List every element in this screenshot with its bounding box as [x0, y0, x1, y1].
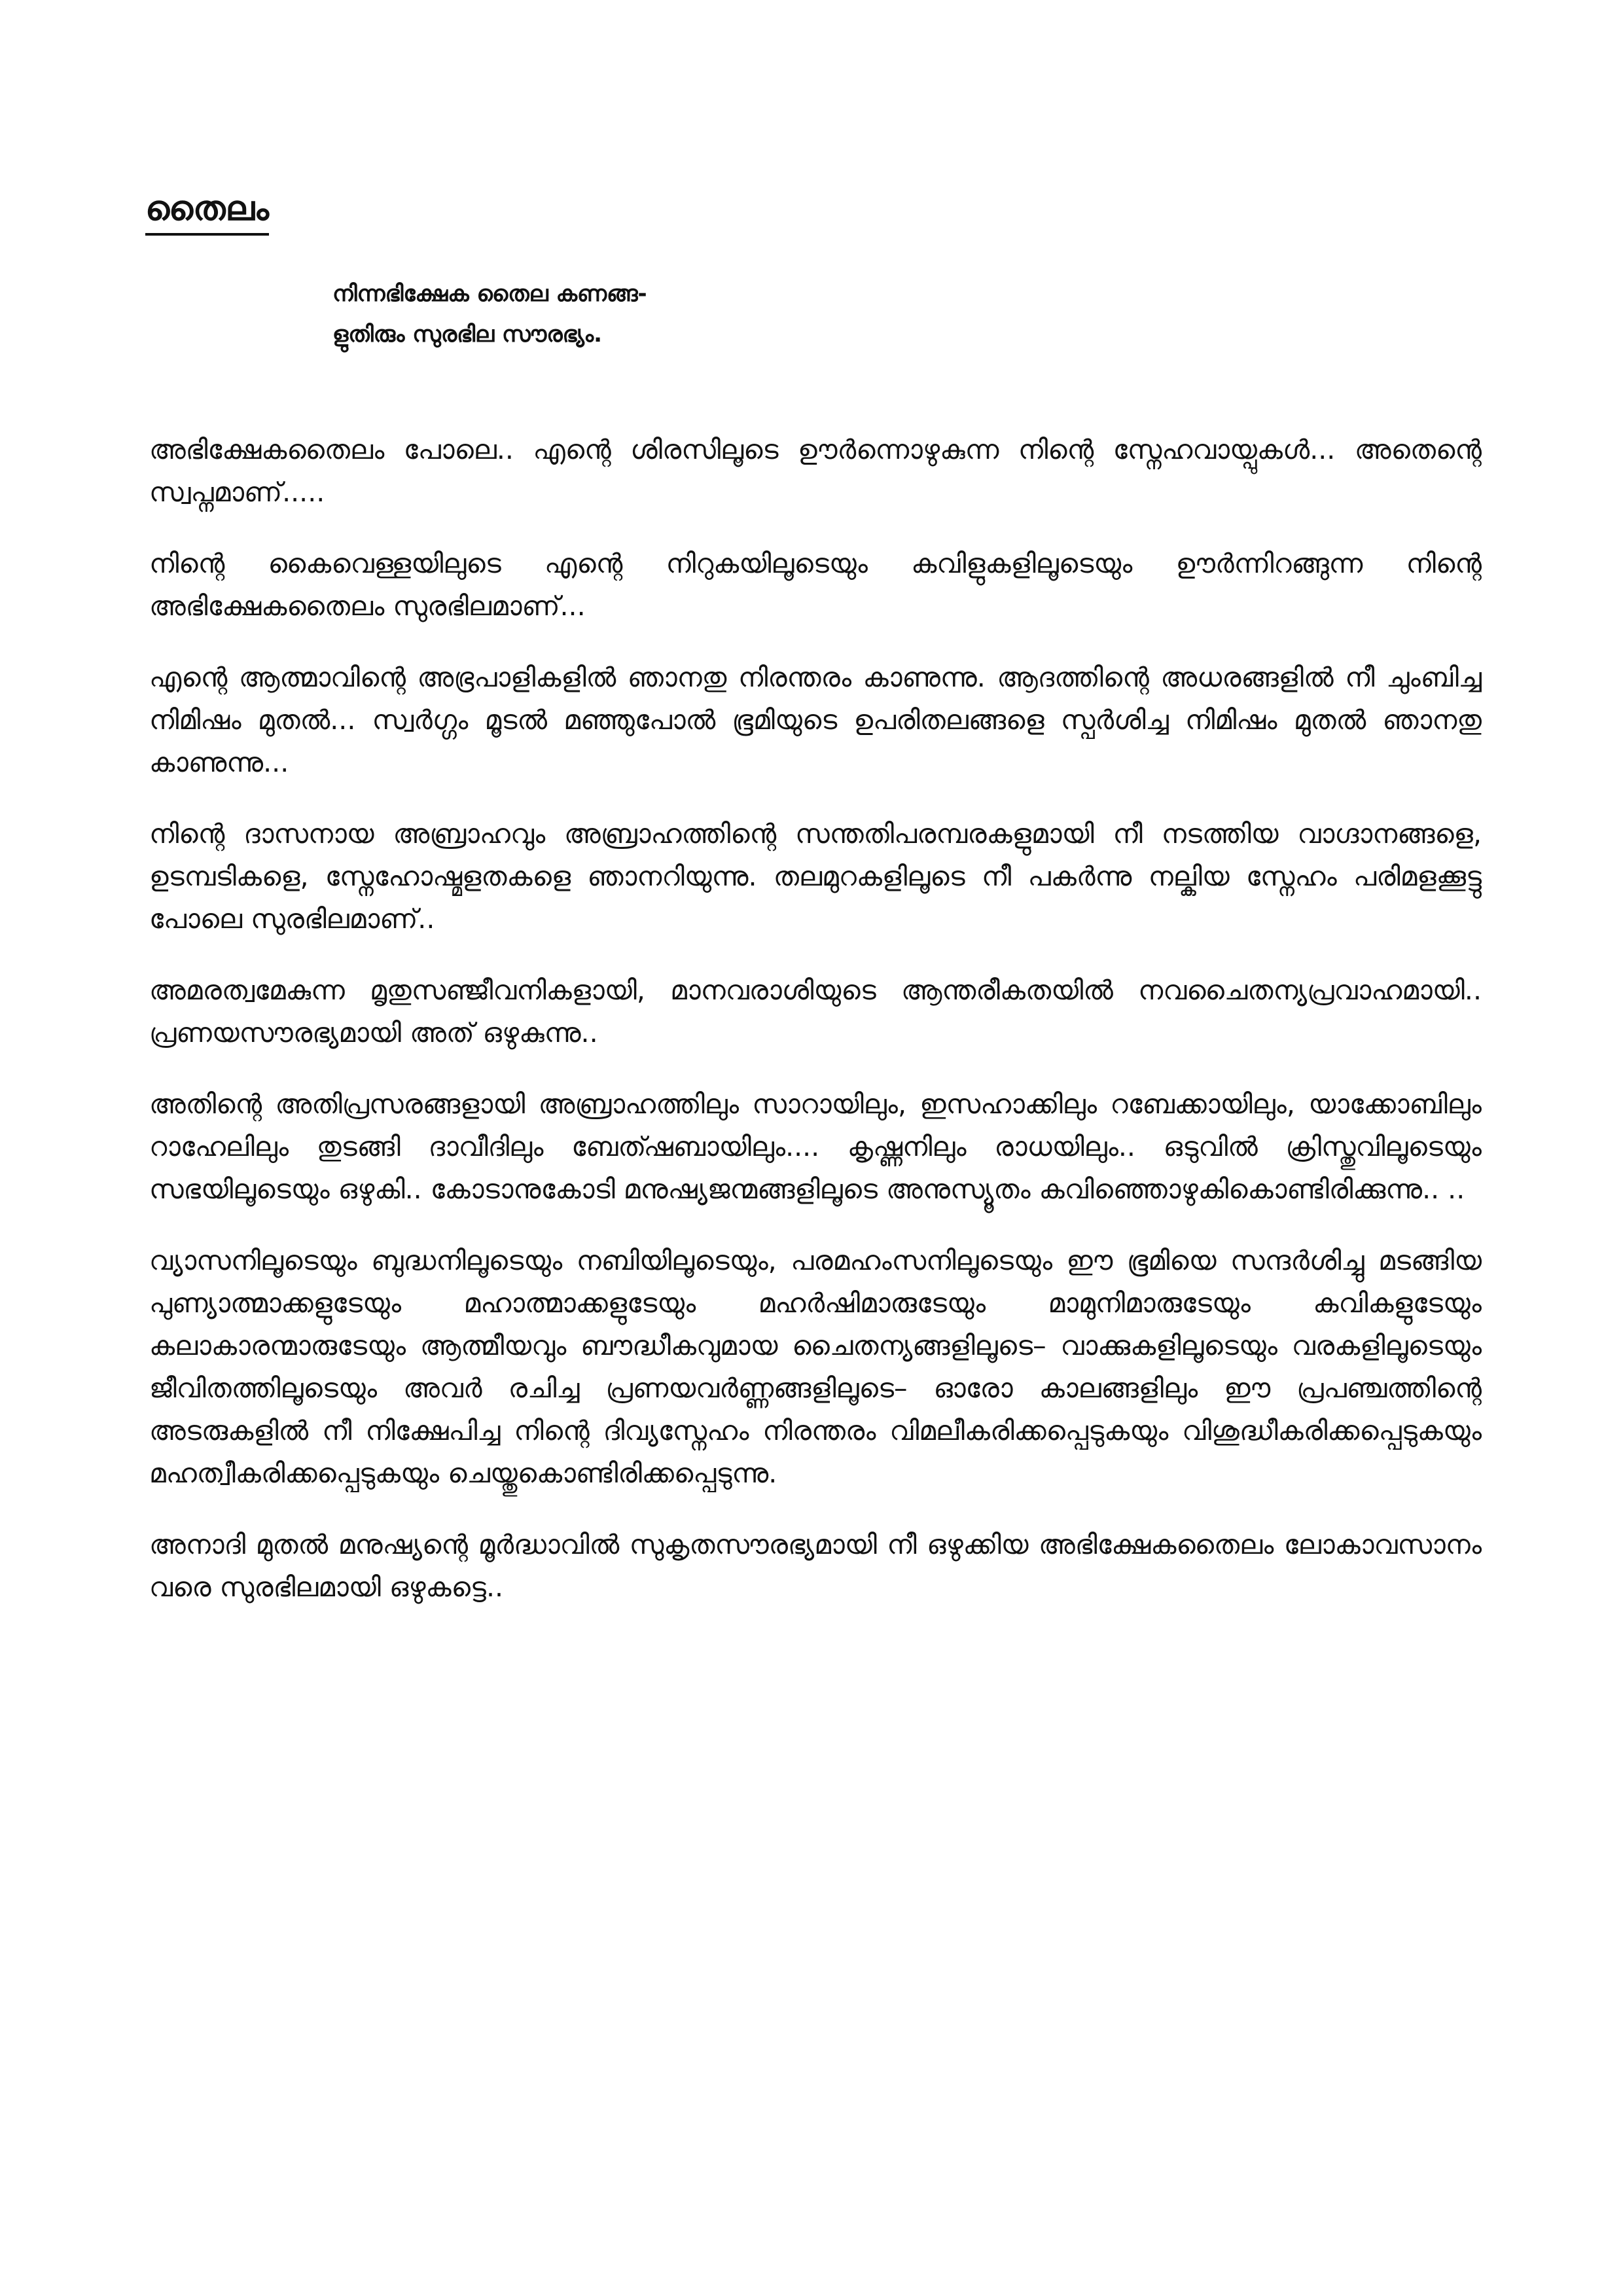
- paragraph-4: നിന്റെ ദാസനായ അബ്രാഹവും അബ്രാഹത്തിന്റെ സന്തതിപരമ്പരകളുമായി നീ നടത്തിയ വാഗ്ദാനങ്ങളെ, ഉടമ്പടികളെ, സ്നേഹോഷ്മളതകളെ ഞാനറിയുന്നു. തലമുറകളിലൂടെ നീ പകർന്നു നല്കിയ സ്നേഹം പരിമളക്കൂട്ടു പോലെ സുരഭിലമാണ്..: [149, 818, 1482, 935]
- epigraph: [332, 274, 647, 355]
- paragraph-2: നിന്റെ കൈവെള്ളയിലുടെ എന്റെ നിറുകയിലൂടെയും കവിളുകളിലൂടെയും ഊർന്നിറങ്ങുന്ന നിന്റെ അഭിക്ഷേകതൈലം സുരഭിലമാണ്...: [149, 548, 1482, 622]
- epigraph-line-1: നിന്നഭിക്ഷേക തൈല കണങ്ങ-: [332, 281, 647, 307]
- epigraph-line-2: ളുതിരും സുരഭില സൗരഭ്യം.: [332, 321, 603, 348]
- paragraph-8: അനാദി മുതൽ മനുഷ്യന്റെ മൂർദ്ധാവിൽ സുകൃതസൗരഭ്യമായി നീ ഒഴുക്കിയ അഭിക്ഷേകതൈലം ലോകാവസാനം വരെ സുരഭിലമായി ഒഴുകട്ടെ..: [149, 1529, 1482, 1603]
- paragraph-5: അമരത്വമേകുന്ന മൃതുസഞ്ജീവനികളായി, മാനവരാശിയുടെ ആന്തരീകതയിൽ നവചൈതന്യപ്രവാഹമായി.. പ്രണയസൗരഭ്യമായി അത് ഒഴുകുന്നു..: [149, 975, 1482, 1049]
- paragraph-3: എന്റെ ആത്മാവിന്റെ അഭ്രപാളികളിൽ ഞാനതു നിരന്തരം കാണുന്നു. ആദത്തിന്റെ അധരങ്ങളിൽ നീ ചുംബിച്ച നിമിഷം മുതൽ... സ്വർഗ്ഗം മൂടൽ മഞ്ഞുപോൽ ഭൂമിയുടെ ഉപരിതലങ്ങളെ സ്പർശിച്ച നിമിഷം മുതൽ ഞാനതു കാണുന്നു...: [149, 662, 1482, 778]
- paragraph-6: അതിന്റെ അതിപ്രസരങ്ങളായി അബ്രാഹത്തിലും സാറായിലും, ഇസഹാക്കിലും റബേക്കായിലും, യാക്കോബിലും റാഹേലിലും തുടങ്ങി ദാവീദിലും ബേത്ഷബായിലും.... കൃഷ്ണനിലും രാധയിലും.. ഒടുവിൽ ക്രിസ്തുവിലൂടെയും സഭയിലൂടെയും ഒഴുകി.. കോടാനുകോടി മനുഷ്യജന്മങ്ങളിലൂടെ അനുസ്യൂതം കവിഞ്ഞൊഴുകികൊണ്ടിരിക്കുന്നു.. ..: [149, 1088, 1482, 1205]
- paragraph-7: വ്യാസനിലൂടെയും ബുദ്ധനിലൂടെയും നബിയിലൂടെയും, പരമഹംസനിലൂടെയും ഈ ഭൂമിയെ സന്ദർശിച്ചു മടങ്ങിയ പുണ്യാത്മാക്കളുടേയും മഹാത്മാക്കളുടേയും മഹർഷിമാരുടേയും മാമുനിമാരുടേയും കവികളുടേയും കലാകാരന്മാരുടേയും ആത്മീയവും ബൗദ്ധീകവുമായ ചൈതന്യങ്ങളിലൂടെ– വാക്കുകളിലൂടെയും വരകളിലൂടെയും ജീവിതത്തിലൂടെയും അവർ രചിച്ച പ്രണയവർണ്ണങ്ങളിലൂടെ– ഓരോ കാലങ്ങളിലും ഈ പ്രപഞ്ചത്തിന്റെ അടരുകളിൽ നീ നിക്ഷേപിച്ച നിന്റെ ദിവ്യസ്നേഹം നിരന്തരം വിമലീകരിക്കപ്പെടുകയും വിശുദ്ധീകരിക്കപ്പെടുകയും മഹത്വീകരിക്കപ്പെടുകയും ചെയ്തുകൊണ്ടിരിക്കപ്പെടുന്നു.: [149, 1245, 1482, 1489]
- paragraph-1: അഭിക്ഷേകതൈലം പോലെ.. എന്റെ ശിരസിലൂടെ ഊർന്നൊഴുകുന്ന നിന്റെ സ്നേഹവായ്പുകൾ... അതെന്റെ സ്വപ്നമാണ്.....: [149, 434, 1482, 508]
- body-text: [149, 429, 1482, 1638]
- page-title: തൈലം: [145, 188, 269, 236]
